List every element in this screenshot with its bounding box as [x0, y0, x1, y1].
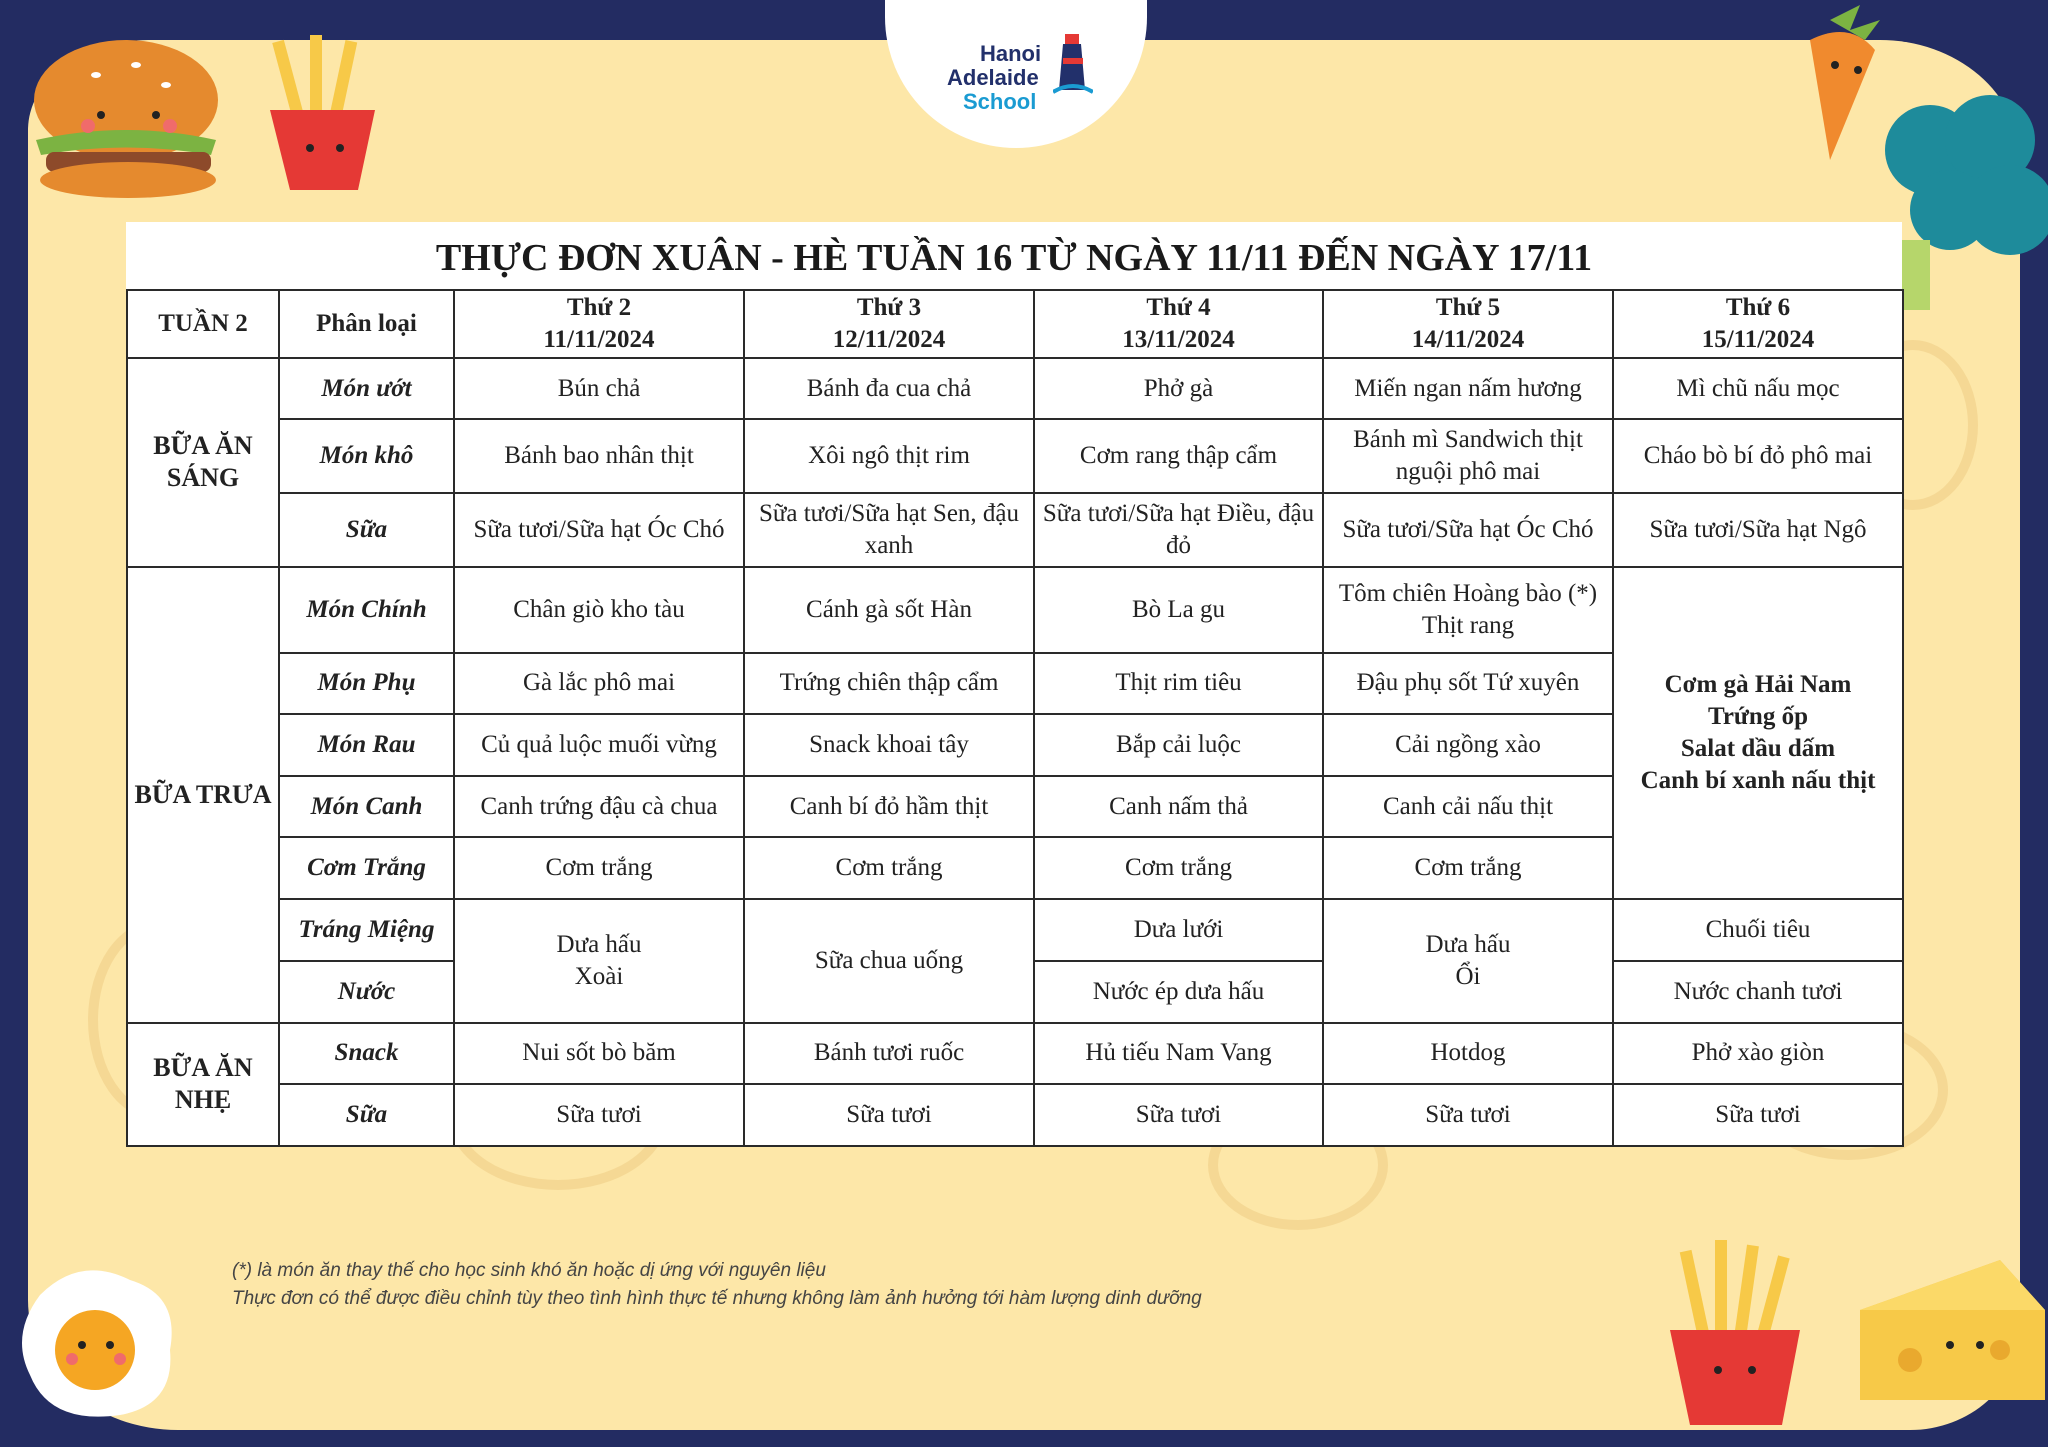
meal-snack: BỮA ĂN NHẸ: [127, 1023, 279, 1146]
category-header: Phân loại: [279, 290, 454, 358]
header-row: [127, 290, 1903, 358]
menu-cell: Hủ tiếu Nam Vang: [1034, 1023, 1323, 1084]
week-header: TUẦN 2: [127, 290, 279, 358]
day-date: 12/11/2024: [832, 326, 946, 354]
menu-cell: Cơm trắng: [1034, 837, 1323, 899]
day-date: 15/11/2024: [1701, 326, 1815, 354]
friday-lunch-cell: [1613, 567, 1903, 900]
menu-cell: Thịt rim tiêu: [1034, 653, 1323, 714]
menu-cell: Sữa tươi: [1323, 1084, 1613, 1146]
egg-illustration: [10, 1255, 185, 1425]
menu-cell: Nước ép dưa hấu: [1034, 961, 1323, 1023]
logo-text-school: School: [963, 89, 1037, 114]
menu-line: Xoài: [574, 963, 624, 991]
menu-cell: Canh nấm thả: [1034, 776, 1323, 837]
footer-note-1: (*) là món ăn thay thế cho học sinh khó ăn hoặc dị ứng với nguyên liệu: [232, 1260, 826, 1281]
menu-cell: Bắp cải luộc: [1034, 714, 1323, 776]
category-nuoc: Nước: [279, 961, 454, 1023]
category-mon-uot: Món ướt: [279, 358, 454, 419]
fries-illustration: [1660, 1230, 1810, 1430]
menu-cell: Gà lắc phô mai: [454, 653, 744, 714]
logo-text-hanoi: Hanoi: [980, 41, 1042, 66]
menu-cell: Bánh mì Sandwich thịt nguội phô mai: [1323, 419, 1613, 493]
menu-cell: Snack khoai tây: [744, 714, 1034, 776]
table-row: [127, 1023, 1903, 1084]
footer-note-2: Thực đơn có thể được điều chỉnh tùy theo tình hình thực tế nhưng không làm ảnh hưởng tới hàm lượng dinh dưỡng: [232, 1288, 1202, 1309]
menu-line: Canh bí xanh nấu thịt: [1640, 767, 1876, 794]
lighthouse-icon: [1053, 30, 1093, 100]
menu-cell: Sữa tươi/Sữa hạt Óc Chó: [454, 493, 744, 566]
menu-cell: Miến ngan nấm hương: [1323, 358, 1613, 419]
day-name: Thứ 4: [1146, 294, 1211, 322]
menu-line: Salat dầu dấm: [1680, 735, 1836, 762]
menu-line: Ổi: [1455, 963, 1481, 991]
category-mon-rau: Món Rau: [279, 714, 454, 776]
meal-lunch: BỮA TRƯA: [127, 567, 279, 1023]
menu-cell: Sữa tươi: [744, 1084, 1034, 1146]
menu-cell: Sữa tươi/Sữa hạt Ngô: [1613, 493, 1903, 566]
menu-cell: Trứng chiên thập cẩm: [744, 653, 1034, 714]
day-header: [454, 290, 744, 358]
menu-cell: Hotdog: [1323, 1023, 1613, 1084]
logo-text-adelaide: Adelaide: [947, 65, 1039, 90]
menu-line: Dưa hấu: [1425, 931, 1511, 959]
day-header: [1034, 290, 1323, 358]
day-name: Thứ 5: [1435, 294, 1501, 322]
footer-notes: [232, 1257, 1432, 1313]
category-mon-canh: Món Canh: [279, 776, 454, 837]
menu-cell: Canh cải nấu thịt: [1323, 776, 1613, 837]
menu-cell: Bò La gu: [1034, 567, 1323, 653]
table-row: [127, 899, 1903, 960]
menu-cell: Bánh đa cua chả: [744, 358, 1034, 419]
menu-cell: Củ quả luộc muối vừng: [454, 714, 744, 776]
menu-cell: Phở xào giòn: [1613, 1023, 1903, 1084]
menu-cell: Xôi ngô thịt rim: [744, 419, 1034, 493]
fries-illustration: [250, 30, 400, 200]
day-name: Thứ 6: [1725, 294, 1791, 322]
menu-cell: [1323, 899, 1613, 1022]
cheese-illustration: [1850, 1250, 2048, 1420]
menu-cell: Cơm trắng: [454, 837, 744, 899]
menu-cell: [454, 899, 744, 1022]
menu-cell: Bún chả: [454, 358, 744, 419]
day-header: [1613, 290, 1903, 358]
day-date: 11/11/2024: [543, 326, 655, 354]
menu-cell: Cơm trắng: [1323, 837, 1613, 899]
menu-cell: Bánh tươi ruốc: [744, 1023, 1034, 1084]
menu-cell: Tôm chiên Hoàng bào (*) Thịt rang: [1323, 567, 1613, 653]
menu-line: Dưa hấu: [556, 931, 642, 959]
meal-breakfast: BỮA ĂN SÁNG: [127, 358, 279, 566]
day-header: [744, 290, 1034, 358]
menu-cell: Cơm rang thập cẩm: [1034, 419, 1323, 493]
table-row: [127, 567, 1903, 653]
day-name: Thứ 2: [566, 294, 632, 322]
menu-cell: Sữa tươi/Sữa hạt Điều, đậu đỏ: [1034, 493, 1323, 566]
menu-cell: Sữa tươi: [1613, 1084, 1903, 1146]
menu-cell: Sữa chua uống: [744, 899, 1034, 1022]
table-row: [127, 419, 1903, 493]
menu-cell: Chân giò kho tàu: [454, 567, 744, 653]
menu-cell: Sữa tươi/Sữa hạt Sen, đậu xanh: [744, 493, 1034, 566]
menu-cell: Canh trứng đậu cà chua: [454, 776, 744, 837]
burger-illustration: [16, 30, 236, 210]
menu-cell: Mì chũ nấu mọc: [1613, 358, 1903, 419]
menu-title: THỰC ĐƠN XUÂN - HÈ TUẦN 16 TỪ NGÀY 11/11 ĐẾN NGÀY 17/11: [435, 237, 1593, 279]
menu-cell: Nước chanh tươi: [1613, 961, 1903, 1023]
category-sua2: Sữa: [279, 1084, 454, 1146]
day-name: Thứ 3: [856, 294, 922, 322]
category-mon-chinh: Món Chính: [279, 567, 454, 653]
category-com-trang: Cơm Trắng: [279, 837, 454, 899]
menu-cell: Cơm trắng: [744, 837, 1034, 899]
category-snack: Snack: [279, 1023, 454, 1084]
menu-cell: Sữa tươi: [454, 1084, 744, 1146]
category-trang-mieng: Tráng Miệng: [279, 899, 454, 960]
category-mon-kho: Món khô: [279, 419, 454, 493]
menu-cell: Sữa tươi/Sữa hạt Óc Chó: [1323, 493, 1613, 566]
table-row: [127, 1084, 1903, 1146]
menu-cell: Nui sốt bò băm: [454, 1023, 744, 1084]
menu-cell: Canh bí đỏ hầm thịt: [744, 776, 1034, 837]
menu-cell: Cải ngồng xào: [1323, 714, 1613, 776]
menu-cell: Cánh gà sốt Hàn: [744, 567, 1034, 653]
menu-cell: Bánh bao nhân thịt: [454, 419, 744, 493]
menu-cell: Cháo bò bí đỏ phô mai: [1613, 419, 1903, 493]
menu-table-container: [126, 222, 1902, 1146]
day-date: 13/11/2024: [1122, 326, 1235, 354]
menu-cell: Đậu phụ sốt Tứ xuyên: [1323, 653, 1613, 714]
category-sua: Sữa: [279, 493, 454, 566]
menu-table: [126, 289, 1904, 1147]
day-date: 14/11/2024: [1411, 326, 1525, 354]
table-row: [127, 493, 1903, 566]
menu-line: Cơm gà Hải Nam: [1664, 671, 1852, 698]
menu-line: Trứng ốp: [1708, 703, 1808, 730]
menu-cell: Phở gà: [1034, 358, 1323, 419]
menu-cell: Sữa tươi: [1034, 1084, 1323, 1146]
table-row: [127, 358, 1903, 419]
category-mon-phu: Món Phụ: [279, 653, 454, 714]
menu-cell: Chuối tiêu: [1613, 899, 1903, 960]
menu-cell: Dưa lưới: [1034, 899, 1323, 960]
day-header: [1323, 290, 1613, 358]
